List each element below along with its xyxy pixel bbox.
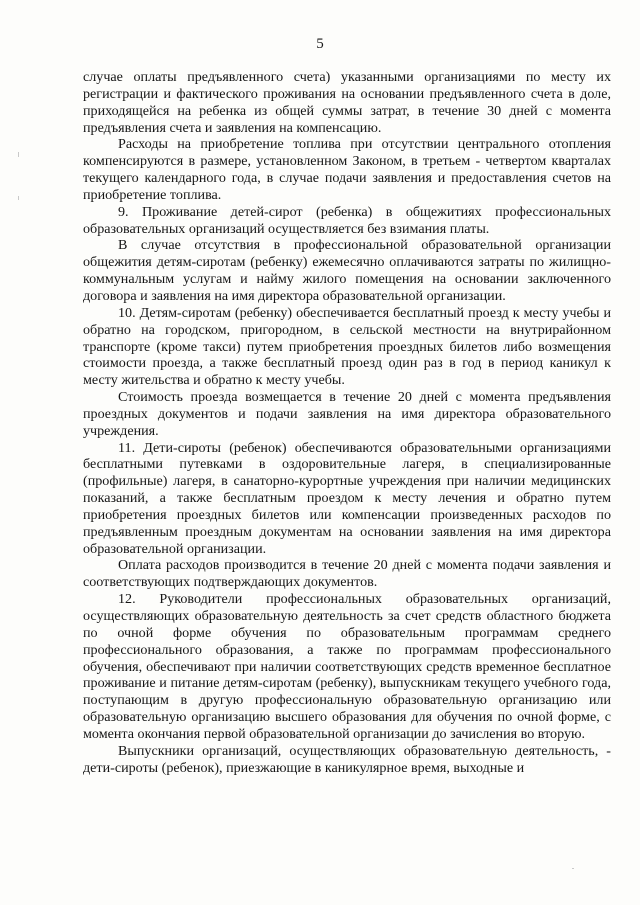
scan-mark <box>572 868 574 869</box>
paragraph-travel-refund: Стоимость проезда возмещается в течение 20 дней с момента предъявления проездных документов и подачи заявления на имя директора образовательного учреждения. <box>83 389 611 439</box>
paragraph-payment-terms: Оплата расходов производится в течение 20 дней с момента подачи заявления и соответствующих подтверждающих документов. <box>83 557 611 591</box>
scan-mark <box>18 196 19 200</box>
paragraph-item-10: 10. Детям-сиротам (ребенку) обеспечивается бесплатный проезд к месту учебы и обратно на городском, пригородном, в сельской местности на внутрирайонном транспорте (кроме такси) путем приобретения проездных билетов либо возмещения стоимости проезда, а также бесплатный проезд один раз в год в период каникул к месту жительства и обратно к месту учебы. <box>83 304 611 389</box>
document-body <box>83 69 611 776</box>
paragraph-item-12: 12. Руководители профессиональных образовательных организаций, осуществляющих образовательную деятельность за счет средств областного бюджета по очной форме обучения по образовательным программам среднего профессионального образования, а также по программам профессионального обучения, обеспечивают при наличии соответствующих средств временное бесплатное проживание и питание детям-сиротам (ребенку), выпускникам текущего учебного года, поступающим в другую профессиональную образовательную организацию или образовательную организацию высшего образования для обучения по очной форме, с момента окончания первой образовательной организации до зачисления во вторую. <box>83 591 611 742</box>
page-number: 5 <box>316 36 324 52</box>
paragraph-continuation: случае оплаты предъявленного счета) указанными организациями по месту их регистрации и фактического проживания на основании предъявленного счета в доле, приходящейся на ребенка из общей суммы затрат, в течение 30 дней с момента предъявления счета и заявления на компенсацию. <box>83 69 611 136</box>
scan-mark <box>18 152 19 157</box>
paragraph-item-11: 11. Дети-сироты (ребенок) обеспечиваются образовательными организациями бесплатными путевками в оздоровительные лагеря, в специализированные (профильные) лагеря, в санаторно-курортные учреждения при наличии медицинских показаний, а также бесплатным проездом к месту лечения и обратно путем приобретения проездных билетов или компенсации произведенных расходов по предъявленным проездным документам на основании заявления на имя директора образовательной организации. <box>83 439 611 557</box>
paragraph-fuel-costs: Расходы на приобретение топлива при отсутствии центрального отопления компенсируются в размере, установленном Законом, в третьем - четвертом кварталах текущего календарного года, в случае подачи заявления и предоставления счетов на приобретение топлива. <box>83 136 611 203</box>
paragraph-graduates: Выпускники организаций, осуществляющих образовательную деятельность, - дети-сироты (ребенок), приезжающие в каникулярное время, выходные и <box>83 742 611 776</box>
paragraph-no-dormitory: В случае отсутствия в профессиональной образовательной организации общежития детям-сиротам (ребенку) ежемесячно оплачиваются затраты по жилищно-коммунальным услугам и найму жилого помещения на основании заключенного договора и заявления на имя директора образовательной организации. <box>83 237 611 304</box>
paragraph-item-9: 9. Проживание детей-сирот (ребенка) в общежитиях профессиональных образовательных организаций осуществляется без взимания платы. <box>83 203 611 237</box>
